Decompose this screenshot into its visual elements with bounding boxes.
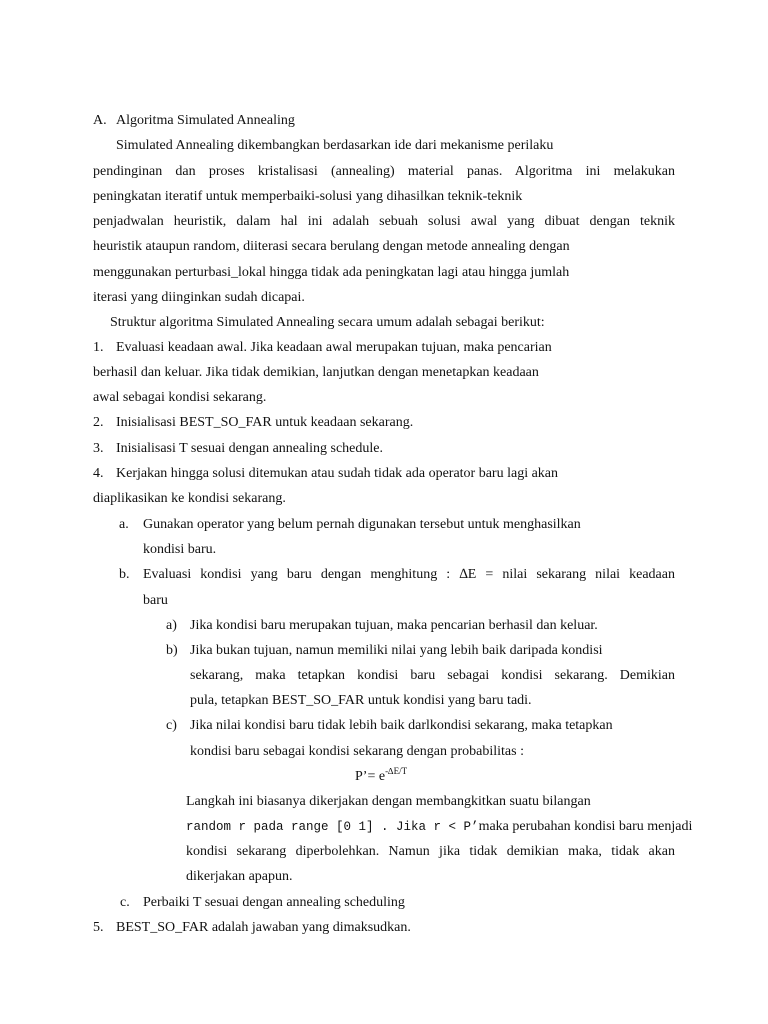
step-2-text: Inisialisasi BEST_SO_FAR untuk keadaan sekarang. — [116, 415, 414, 430]
step-1-line-2: berhasil dan keluar. Jika tidak demikian, lanjutkan dengan menetapkan keadaan — [93, 365, 539, 380]
sub-b-number: b. — [119, 567, 130, 582]
step-1-number: 1. — [93, 340, 104, 355]
structure-intro: Struktur algoritma Simulated Annealing secara umum adalah sebagai berikut: — [110, 315, 545, 330]
step-3-text: Inisialisasi T sesuai dengan annealing schedule. — [116, 441, 383, 456]
sub-a-line-2: kondisi baru. — [143, 542, 217, 557]
sub-b-a-number: a) — [166, 618, 177, 633]
intro-line-7: iterasi yang diinginkan sudah dicapai. — [93, 290, 305, 305]
sub-b-c-number: c) — [166, 718, 177, 733]
langkah-line-2 — [186, 818, 693, 836]
step-5-number: 5. — [93, 920, 104, 935]
sub-b-b-line-2: sekarang, maka tetapkan kondisi baru sebagai kondisi sekarang. Demikian — [190, 668, 675, 683]
sub-c-number: c. — [120, 895, 130, 910]
sub-b-c-line-2: kondisi baru sebagai kondisi sekarang dengan probabilitas : — [190, 744, 524, 759]
intro-line-3: peningkatan iteratif untuk memperbaiki-solusi yang dihasilkan teknik-teknik — [93, 189, 523, 204]
langkah-line-2-rest: maka perubahan kondisi baru menjadi — [478, 819, 693, 834]
intro-line-2: pendinginan dan proses kristalisasi (annealing) material panas. Algoritma ini melakukan — [93, 164, 675, 179]
intro-line-1: Simulated Annealing dikembangkan berdasarkan ide dari mekanisme perilaku — [116, 138, 554, 153]
formula-exponent: -∆E/T — [385, 766, 408, 776]
langkah-line-4: dikerjakan apapun. — [186, 869, 293, 884]
sub-a-line-1: Gunakan operator yang belum pernah digunakan tersebut untuk menghasilkan — [143, 517, 581, 532]
section-heading: Algoritma Simulated Annealing — [116, 113, 295, 128]
intro-line-4: penjadwalan heuristik, dalam hal ini adalah sebuah solusi awal yang dibuat dengan teknik — [93, 214, 675, 229]
sub-c-text: Perbaiki T sesuai dengan annealing scheduling — [143, 895, 405, 910]
step-4-line-2: diaplikasikan ke kondisi sekarang. — [93, 491, 286, 506]
langkah-line-1: Langkah ini biasanya dikerjakan dengan membangkitkan suatu bilangan — [186, 794, 591, 809]
step-1-line-1: Evaluasi keadaan awal. Jika keadaan awal merupakan tujuan, maka pencarian — [116, 340, 552, 355]
intro-line-6: menggunakan perturbasi_lokal hingga tidak ada peningkatan lagi atau hingga jumlah — [93, 265, 570, 280]
sub-b-b-line-3: pula, tetapkan BEST_SO_FAR untuk kondisi yang baru tadi. — [190, 693, 532, 708]
step-4-line-1: Kerjakan hingga solusi ditemukan atau sudah tidak ada operator baru lagi akan — [116, 466, 559, 481]
langkah-line-2-mono: random r pada range [0 1] . Jika r < P’ — [186, 820, 479, 834]
sub-a-number: a. — [119, 517, 129, 532]
sub-b-line-1: Evaluasi kondisi yang baru dengan menghitung : ∆E = nilai sekarang nilai keadaan — [143, 567, 675, 582]
step-5-text: BEST_SO_FAR adalah jawaban yang dimaksudkan. — [116, 920, 411, 935]
langkah-line-3: kondisi sekarang diperbolehkan. Namun jika tidak demikian maka, tidak akan — [186, 844, 675, 859]
sub-b-b-line-1: Jika bukan tujuan, namun memiliki nilai yang lebih baik daripada kondisi — [190, 643, 603, 658]
step-2-number: 2. — [93, 415, 104, 430]
formula-base: P’= e — [355, 769, 386, 784]
intro-line-5: heuristik ataupun random, diiterasi secara berulang dengan metode annealing dengan — [93, 239, 570, 254]
heading-marker: A. — [93, 113, 107, 128]
sub-b-line-2: baru — [143, 593, 168, 608]
step-4-number: 4. — [93, 466, 104, 481]
sub-b-b-number: b) — [166, 643, 178, 658]
step-3-number: 3. — [93, 441, 104, 456]
sub-b-c-line-1: Jika nilai kondisi baru tidak lebih baik darlkondisi sekarang, maka tetapkan — [190, 718, 613, 733]
sub-b-a-text: Jika kondisi baru merupakan tujuan, maka pencarian berhasil dan keluar. — [190, 618, 598, 633]
probability-formula — [355, 768, 407, 786]
step-1-line-3: awal sebagai kondisi sekarang. — [93, 390, 267, 405]
